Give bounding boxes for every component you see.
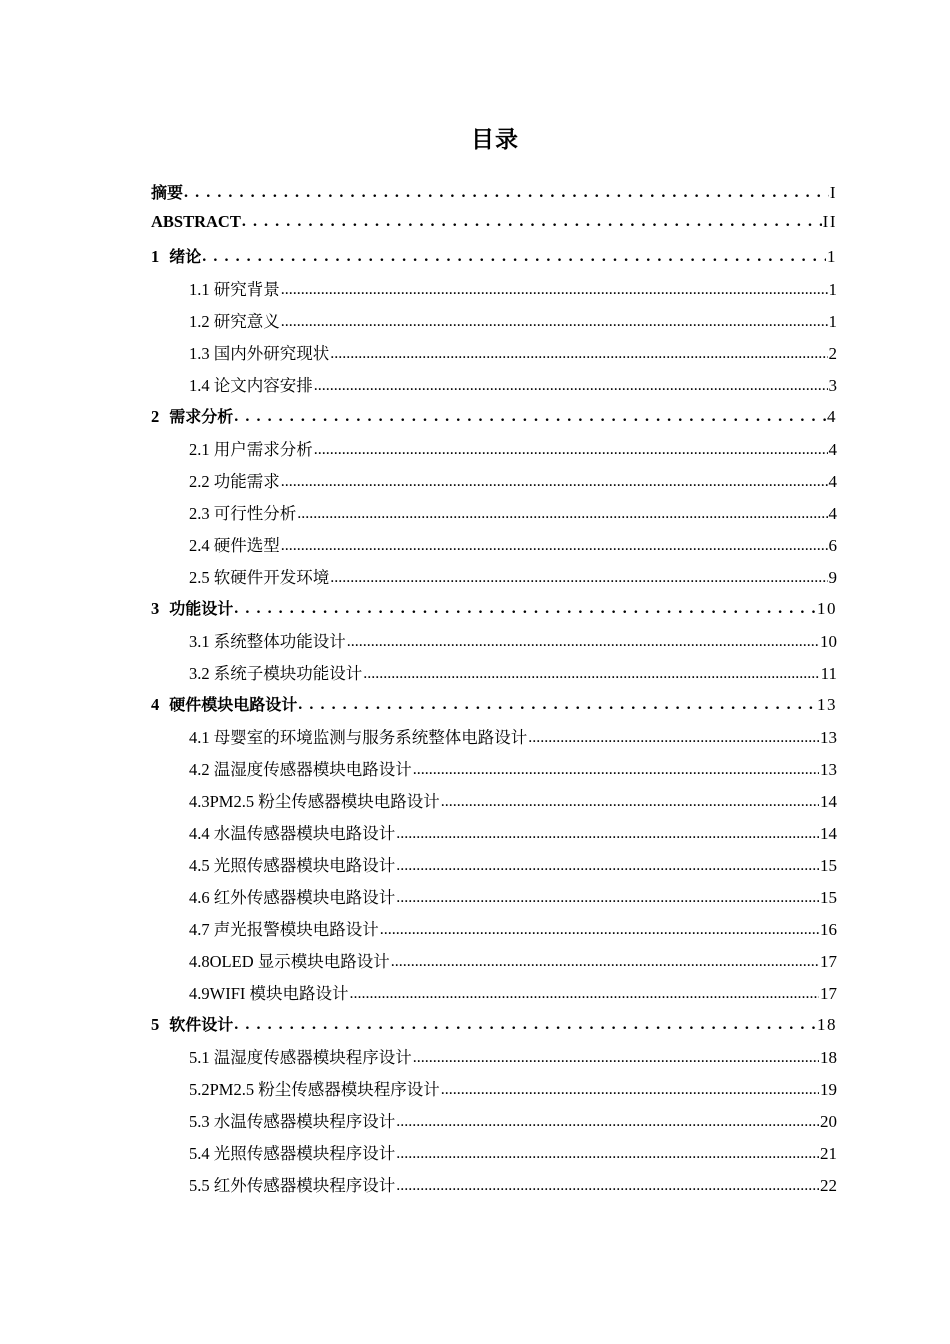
toc-dot-leader [314, 441, 828, 459]
toc-entry-title: 4.9WIFI 模块电路设计 [189, 984, 349, 1003]
toc-page-number: I [829, 183, 837, 202]
toc-entry-title: 4.3PM2.5 粉尘传感器模块电路设计 [189, 792, 440, 811]
toc-section-entry[interactable] [151, 276, 837, 308]
toc-page-number: 4 [828, 472, 837, 491]
toc-page-number: 19 [820, 1080, 837, 1099]
toc-section-entry[interactable] [151, 372, 837, 404]
toc-dot-leader [242, 213, 822, 231]
toc-entry-title: 1.1 研究背景 [189, 280, 280, 299]
toc-chapter-number: 2 [151, 407, 160, 426]
toc-section-entry[interactable] [151, 884, 837, 916]
toc-dot-leader [396, 1113, 819, 1131]
toc-dot-leader [234, 600, 816, 618]
toc-page-number: 22 [820, 1176, 837, 1195]
toc-dot-leader [396, 857, 819, 875]
toc-dot-leader [234, 408, 826, 426]
toc-section-entry[interactable] [151, 788, 837, 820]
toc-dot-leader [297, 505, 827, 523]
toc-section-entry[interactable] [151, 468, 837, 500]
toc-page-number: 14 [820, 792, 837, 811]
toc-entry-title: 1.2 研究意义 [189, 312, 280, 331]
toc-dot-leader [413, 761, 819, 779]
toc-dot-leader [298, 696, 816, 714]
toc-entry-title: 4.2 温湿度传感器模块电路设计 [189, 760, 412, 779]
toc-dot-leader [380, 921, 819, 939]
toc-page-number: 11 [820, 664, 837, 683]
toc-page-number: 18 [817, 1015, 837, 1034]
toc-entry-title: 绪论 [169, 247, 202, 266]
toc-section-entry[interactable] [151, 756, 837, 788]
toc-chapter-entry[interactable] [151, 180, 837, 212]
toc-section-entry[interactable] [151, 1044, 837, 1076]
toc-section-entry[interactable] [151, 916, 837, 948]
toc-page-number: 15 [820, 856, 837, 875]
toc-page-number: 15 [820, 888, 837, 907]
toc-entry-title: 4.4 水温传感器模块电路设计 [189, 824, 396, 843]
toc-chapter-entry[interactable] [151, 596, 837, 628]
toc-dot-leader [281, 313, 828, 331]
toc-dot-leader [441, 1081, 819, 1099]
toc-entry-title: 4.1 母婴室的环境监测与服务系统整体电路设计 [189, 728, 528, 747]
toc-page-number: II [822, 212, 837, 231]
toc-page-number: 3 [828, 376, 837, 395]
toc-page-number: 17 [820, 984, 837, 1003]
toc-entry-title: 4.5 光照传感器模块电路设计 [189, 856, 396, 875]
toc-chapter-number: 5 [151, 1015, 160, 1034]
toc-dot-leader [396, 825, 819, 843]
toc-entry-title: 2.5 软硬件开发环境 [189, 568, 330, 587]
toc-dot-leader [347, 633, 819, 651]
toc-entry-title: 3.2 系统子模块功能设计 [189, 664, 363, 683]
toc-page-number: 1 [827, 247, 837, 266]
toc-chapter-number: 3 [151, 599, 160, 618]
toc-chapter-entry[interactable] [151, 1012, 837, 1044]
toc-section-entry[interactable] [151, 852, 837, 884]
toc-page-number: 21 [820, 1144, 837, 1163]
toc-chapter-number: 1 [151, 247, 160, 266]
toc-dot-leader [281, 537, 828, 555]
toc-section-entry[interactable] [151, 564, 837, 596]
toc-chapter-entry[interactable] [151, 244, 837, 276]
toc-section-entry[interactable] [151, 724, 837, 756]
toc-chapter-entry[interactable] [151, 212, 837, 244]
toc-entry-title: 摘要 [151, 183, 184, 202]
toc-dot-leader [396, 1177, 819, 1195]
toc-page-number: 13 [817, 695, 837, 714]
toc-section-entry[interactable] [151, 1076, 837, 1108]
toc-page-number: 10 [820, 632, 837, 651]
toc-entry-title: 1.4 论文内容安排 [189, 376, 313, 395]
toc-page-number: 20 [820, 1112, 837, 1131]
toc-page-number: 16 [820, 920, 837, 939]
toc-section-entry[interactable] [151, 532, 837, 564]
toc-page-number: 13 [820, 728, 837, 747]
toc-dot-leader [202, 248, 826, 266]
toc-section-entry[interactable] [151, 500, 837, 532]
toc-page-number: 17 [820, 952, 837, 971]
toc-entry-title: 4.8OLED 显示模块电路设计 [189, 952, 390, 971]
toc-page-number: 13 [820, 760, 837, 779]
toc-entry-title: 2.2 功能需求 [189, 472, 280, 491]
toc-dot-leader [184, 184, 829, 202]
toc-entry-title: 硬件模块电路设计 [169, 695, 298, 714]
toc-dot-leader [330, 569, 827, 587]
toc-section-entry[interactable] [151, 820, 837, 852]
toc-dot-leader [391, 953, 819, 971]
toc-dot-leader [281, 473, 828, 491]
toc-entry-title: 功能设计 [169, 599, 234, 618]
toc-section-entry[interactable] [151, 980, 837, 1012]
toc-dot-leader [314, 377, 828, 395]
toc-dot-leader [330, 345, 827, 363]
toc-dot-leader [396, 1145, 819, 1163]
toc-section-entry[interactable] [151, 1108, 837, 1140]
toc-page-number: 2 [828, 344, 837, 363]
toc-page-number: 10 [817, 599, 837, 618]
toc-entry-title: 3.1 系统整体功能设计 [189, 632, 346, 651]
toc-page-number: 4 [828, 440, 837, 459]
toc-entry-title: 1.3 国内外研究现状 [189, 344, 330, 363]
toc-entry-title: ABSTRACT [151, 212, 241, 231]
toc-page-number: 1 [828, 312, 837, 331]
toc-section-entry[interactable] [151, 1172, 837, 1204]
toc-dot-leader [441, 793, 819, 811]
toc-entry-title: 5.4 光照传感器模块程序设计 [189, 1144, 396, 1163]
toc-chapter-number: 4 [151, 695, 160, 714]
toc-chapter-entry[interactable] [151, 404, 837, 436]
toc-section-entry[interactable] [151, 1140, 837, 1172]
toc-page-number: 18 [820, 1048, 837, 1067]
toc-entry-title: 2.3 可行性分析 [189, 504, 297, 523]
toc-section-entry[interactable] [151, 308, 837, 340]
toc-entry-title: 软件设计 [169, 1015, 234, 1034]
page-title: 目录 [471, 127, 519, 153]
toc-entry-title: 2.1 用户需求分析 [189, 440, 313, 459]
toc-entry-title: 5.1 温湿度传感器模块程序设计 [189, 1048, 412, 1067]
toc-dot-leader [363, 665, 819, 683]
toc-entry-title: 5.5 红外传感器模块程序设计 [189, 1176, 396, 1195]
toc-page-number: 6 [828, 536, 837, 555]
toc-page-number: 4 [827, 407, 837, 426]
toc-section-entry[interactable] [151, 628, 837, 660]
toc-entry-title: 5.3 水温传感器模块程序设计 [189, 1112, 396, 1131]
toc-section-entry[interactable] [151, 340, 837, 372]
toc-entry-title: 4.6 红外传感器模块电路设计 [189, 888, 396, 907]
toc-dot-leader [396, 889, 819, 907]
toc-entry-title: 5.2PM2.5 粉尘传感器模块程序设计 [189, 1080, 440, 1099]
toc-dot-leader [281, 281, 828, 299]
toc-chapter-entry[interactable] [151, 692, 837, 724]
toc-page-number: 4 [828, 504, 837, 523]
toc-dot-leader [413, 1049, 819, 1067]
toc-entry-title: 4.7 声光报警模块电路设计 [189, 920, 379, 939]
toc-dot-leader [528, 729, 819, 747]
toc-section-entry[interactable] [151, 436, 837, 468]
table-of-contents [151, 180, 837, 1204]
toc-page-number: 14 [820, 824, 837, 843]
toc-dot-leader [234, 1016, 816, 1034]
toc-entry-title: 2.4 硬件选型 [189, 536, 280, 555]
toc-page-number: 9 [828, 568, 837, 587]
toc-page-number: 1 [828, 280, 837, 299]
toc-dot-leader [350, 985, 820, 1003]
toc-section-entry[interactable] [151, 948, 837, 980]
toc-entry-title: 需求分析 [169, 407, 234, 426]
toc-section-entry[interactable] [151, 660, 837, 692]
